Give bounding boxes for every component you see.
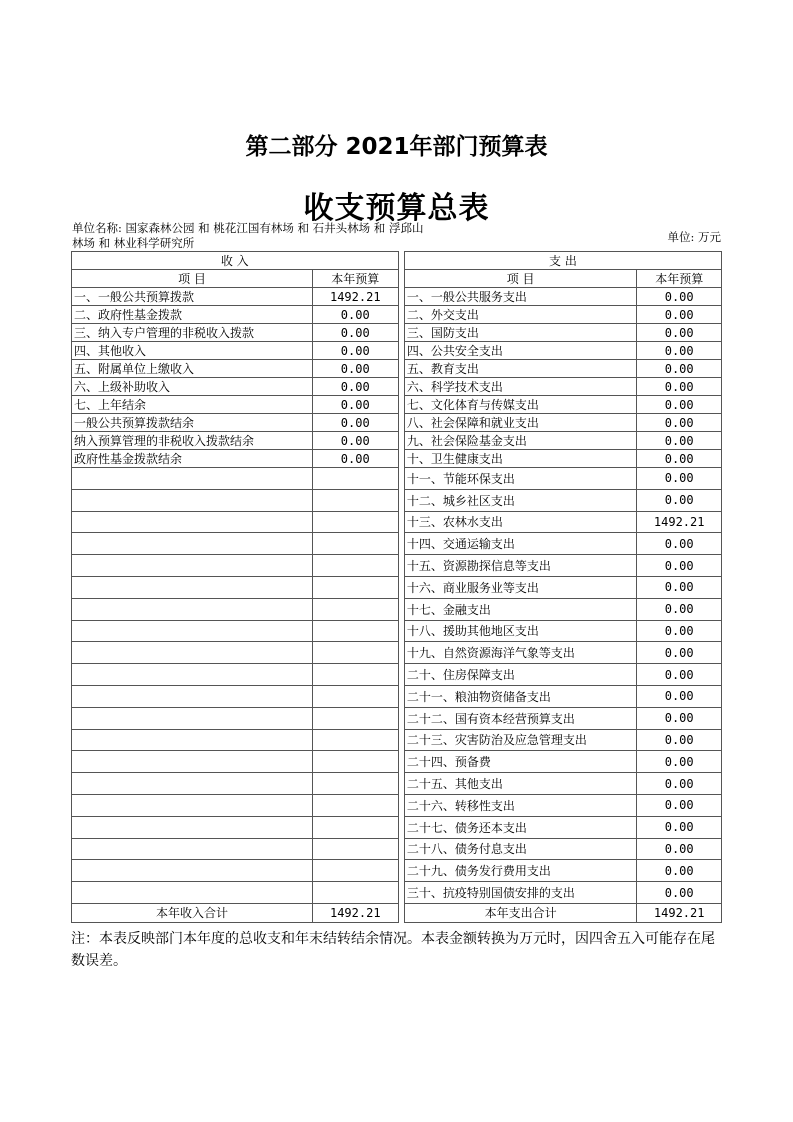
expense-item-value: 0.00 <box>637 533 722 555</box>
income-item-value: 0.00 <box>312 378 398 396</box>
income-item-value <box>312 620 398 642</box>
income-item-value: 0.00 <box>312 396 398 414</box>
table-row <box>72 729 722 751</box>
expense-item-value: 0.00 <box>637 555 722 577</box>
expense-item-value: 0.00 <box>637 838 722 860</box>
expense-item-value: 0.00 <box>637 468 722 490</box>
table-row <box>72 685 722 707</box>
part-title: 第二部分 2021年部门预算表 <box>245 134 548 160</box>
expense-item-value: 0.00 <box>637 707 722 729</box>
income-item-name: 纳入预算管理的非税收入拨款结余 <box>72 432 313 450</box>
table-row <box>72 396 722 414</box>
table-row <box>72 511 722 533</box>
income-item-name: 二、政府性基金拨款 <box>72 306 313 324</box>
expense-item-value: 0.00 <box>637 773 722 795</box>
expense-item-name: 二、外交支出 <box>404 306 637 324</box>
income-item-name: 三、纳入专户管理的非税收入拨款 <box>72 324 313 342</box>
income-item-name <box>72 533 313 555</box>
expense-item-name: 十八、援助其他地区支出 <box>404 620 637 642</box>
expense-item-value: 0.00 <box>637 860 722 882</box>
income-item-name <box>72 707 313 729</box>
table-row <box>72 414 722 432</box>
expense-item-name: 二十七、债务还本支出 <box>404 816 637 838</box>
table-row <box>72 751 722 773</box>
income-item-name: 一般公共预算拨款结余 <box>72 414 313 432</box>
income-item-name <box>72 620 313 642</box>
expense-item-value: 0.00 <box>637 432 722 450</box>
income-item-value <box>312 816 398 838</box>
income-item-name <box>72 642 313 664</box>
income-item-name <box>72 576 313 598</box>
expense-item-name: 十一、节能环保支出 <box>404 468 637 490</box>
expense-item-value: 0.00 <box>637 414 722 432</box>
table-row <box>72 533 722 555</box>
expense-item-value: 0.00 <box>637 306 722 324</box>
expense-item-name: 二十一、粮油物资储备支出 <box>404 685 637 707</box>
table-row <box>72 324 722 342</box>
income-item-value: 0.00 <box>312 414 398 432</box>
income-item-value <box>312 664 398 686</box>
expense-item-value: 0.00 <box>637 378 722 396</box>
income-item-value <box>312 707 398 729</box>
expense-item-value: 1492.21 <box>637 511 722 533</box>
income-item-name <box>72 816 313 838</box>
income-item-name <box>72 511 313 533</box>
table-row <box>72 773 722 795</box>
income-item-value: 0.00 <box>312 432 398 450</box>
table-row <box>72 378 722 396</box>
expense-item-value: 0.00 <box>637 598 722 620</box>
expense-item-name: 四、公共安全支出 <box>404 342 637 360</box>
table-row <box>72 642 722 664</box>
income-item-value: 0.00 <box>312 324 398 342</box>
expense-item-name: 十、卫生健康支出 <box>404 450 637 468</box>
table-row <box>72 432 722 450</box>
income-item-value <box>312 598 398 620</box>
table-row <box>72 838 722 860</box>
expense-total-value: 1492.21 <box>637 903 722 922</box>
expense-budget-header: 本年预算 <box>637 270 722 288</box>
income-item-value <box>312 685 398 707</box>
expense-header: 支 出 <box>404 252 721 270</box>
table-row <box>72 598 722 620</box>
expense-item-value: 0.00 <box>637 685 722 707</box>
table-row <box>72 664 722 686</box>
income-total-label: 本年收入合计 <box>72 903 313 922</box>
income-item-name <box>72 685 313 707</box>
income-item-name <box>72 489 313 511</box>
expense-item-name: 二十八、债务付息支出 <box>404 838 637 860</box>
expense-item-header: 项 目 <box>404 270 637 288</box>
expense-item-value: 0.00 <box>637 729 722 751</box>
income-item-name <box>72 555 313 577</box>
expense-item-name: 五、教育支出 <box>404 360 637 378</box>
expense-item-name: 二十五、其他支出 <box>404 773 637 795</box>
income-item-value <box>312 511 398 533</box>
income-item-name: 政府性基金拨款结余 <box>72 450 313 468</box>
income-item-name: 四、其他收入 <box>72 342 313 360</box>
expense-item-name: 十九、自然资源海洋气象等支出 <box>404 642 637 664</box>
column-header-row <box>72 270 722 288</box>
income-item-value <box>312 751 398 773</box>
expense-item-name: 二十四、预备费 <box>404 751 637 773</box>
income-item-name <box>72 860 313 882</box>
table-row <box>72 555 722 577</box>
income-item-value <box>312 468 398 490</box>
income-item-name <box>72 468 313 490</box>
table-row <box>72 576 722 598</box>
expense-item-value: 0.00 <box>637 489 722 511</box>
expense-item-name: 二十、住房保障支出 <box>404 664 637 686</box>
income-item-value <box>312 533 398 555</box>
expense-item-name: 十四、交通运输支出 <box>404 533 637 555</box>
expense-total-label: 本年支出合计 <box>404 903 637 922</box>
expense-item-name: 二十二、国有资本经营预算支出 <box>404 707 637 729</box>
expense-item-value: 0.00 <box>637 288 722 306</box>
income-item-name <box>72 729 313 751</box>
income-total-value: 1492.21 <box>312 903 398 922</box>
expense-item-name: 十七、金融支出 <box>404 598 637 620</box>
income-item-name <box>72 773 313 795</box>
income-item-name: 七、上年结余 <box>72 396 313 414</box>
table-row <box>72 794 722 816</box>
expense-item-name: 二十三、灾害防治及应急管理支出 <box>404 729 637 751</box>
income-item-name <box>72 598 313 620</box>
table-row <box>72 816 722 838</box>
expense-item-name: 三十、抗疫特别国债安排的支出 <box>404 882 637 904</box>
expense-item-value: 0.00 <box>637 751 722 773</box>
expense-item-value: 0.00 <box>637 642 722 664</box>
table-row <box>72 450 722 468</box>
section-header-row <box>72 252 722 270</box>
income-item-name: 六、上级补助收入 <box>72 378 313 396</box>
expense-item-name: 三、国防支出 <box>404 324 637 342</box>
table-row <box>72 306 722 324</box>
table-row <box>72 860 722 882</box>
income-item-value <box>312 576 398 598</box>
income-item-value: 0.00 <box>312 360 398 378</box>
expense-item-name: 十五、资源勘探信息等支出 <box>404 555 637 577</box>
expense-item-name: 六、科学技术支出 <box>404 378 637 396</box>
income-item-value: 0.00 <box>312 342 398 360</box>
expense-item-name: 一、一般公共服务支出 <box>404 288 637 306</box>
table-row <box>72 620 722 642</box>
income-item-name: 五、附属单位上缴收入 <box>72 360 313 378</box>
income-item-value <box>312 838 398 860</box>
expense-item-name: 十二、城乡社区支出 <box>404 489 637 511</box>
income-item-header: 项 目 <box>72 270 313 288</box>
expense-item-name: 九、社会保险基金支出 <box>404 432 637 450</box>
table-row <box>72 468 722 490</box>
income-item-name <box>72 794 313 816</box>
total-row <box>72 903 722 922</box>
table-row <box>72 288 722 306</box>
income-item-name <box>72 882 313 904</box>
income-item-name: 一、一般公共预算拨款 <box>72 288 313 306</box>
expense-item-name: 七、文化体育与传媒支出 <box>404 396 637 414</box>
income-item-value: 1492.21 <box>312 288 398 306</box>
income-header: 收 入 <box>72 252 399 270</box>
footnote: 注：本表反映部门本年度的总收支和年末结转结余情况。本表金额转换为万元时，因四舍五入可能存在尾数误差。 <box>71 931 715 969</box>
income-item-name <box>72 664 313 686</box>
table-row <box>72 360 722 378</box>
expense-item-value: 0.00 <box>637 324 722 342</box>
expense-item-value: 0.00 <box>637 342 722 360</box>
income-item-value <box>312 642 398 664</box>
income-item-value: 0.00 <box>312 306 398 324</box>
expense-item-value: 0.00 <box>637 450 722 468</box>
expense-item-value: 0.00 <box>637 576 722 598</box>
unit-name: 单位名称: 国家森林公园 和 桃花江国有林场 和 石井头林场 和 浮邱山林场 和 林业科学研究所 <box>72 221 424 250</box>
expense-item-name: 十三、农林水支出 <box>404 511 637 533</box>
income-item-value <box>312 860 398 882</box>
table-row <box>72 707 722 729</box>
expense-item-value: 0.00 <box>637 664 722 686</box>
unit-label: 单位: 万元 <box>667 230 721 244</box>
expense-item-value: 0.00 <box>637 396 722 414</box>
income-item-value: 0.00 <box>312 450 398 468</box>
income-item-value <box>312 555 398 577</box>
table-row <box>72 489 722 511</box>
expense-item-name: 八、社会保障和就业支出 <box>404 414 637 432</box>
expense-item-value: 0.00 <box>637 620 722 642</box>
income-budget-header: 本年预算 <box>312 270 398 288</box>
income-item-name <box>72 751 313 773</box>
expense-item-name: 十六、商业服务业等支出 <box>404 576 637 598</box>
table-row <box>72 882 722 904</box>
budget-table <box>71 251 722 923</box>
page-title: 收支预算总表 <box>303 191 490 226</box>
income-item-value <box>312 794 398 816</box>
income-item-value <box>312 729 398 751</box>
table-row <box>72 342 722 360</box>
income-item-name <box>72 838 313 860</box>
expense-item-value: 0.00 <box>637 882 722 904</box>
income-item-value <box>312 773 398 795</box>
expense-item-value: 0.00 <box>637 816 722 838</box>
expense-item-name: 二十六、转移性支出 <box>404 794 637 816</box>
expense-item-value: 0.00 <box>637 360 722 378</box>
expense-item-name: 二十九、债务发行费用支出 <box>404 860 637 882</box>
income-item-value <box>312 882 398 904</box>
expense-item-value: 0.00 <box>637 794 722 816</box>
income-item-value <box>312 489 398 511</box>
